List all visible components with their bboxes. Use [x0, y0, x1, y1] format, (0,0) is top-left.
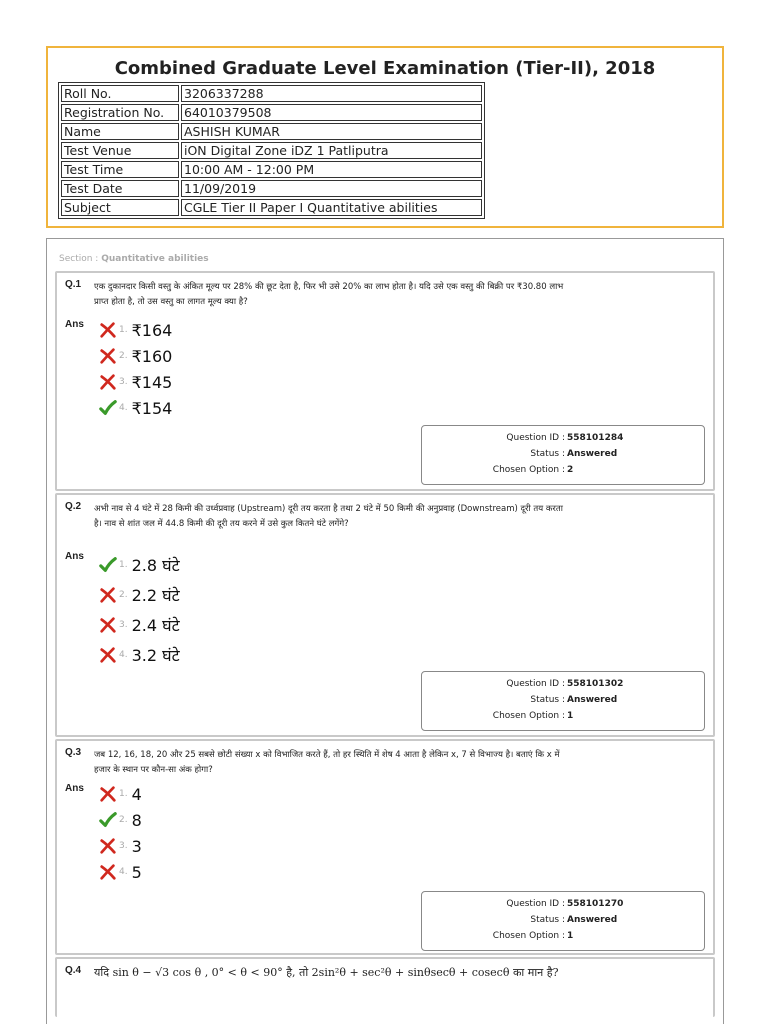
option — [99, 343, 172, 369]
wrong-mark-icon — [99, 646, 117, 664]
info-value: ASHISH KUMAR — [181, 123, 482, 140]
option-number: 2. — [119, 351, 128, 361]
correct-mark-icon — [99, 399, 117, 417]
wrong-mark-icon — [99, 347, 117, 365]
question-number: Q.4 — [65, 965, 82, 976]
response-sheet — [46, 238, 724, 1024]
table-row — [61, 180, 482, 197]
option-text: 2.4 घंटे — [131, 616, 180, 635]
wrong-mark-icon — [99, 863, 117, 881]
question-text: अभी नाव से 4 घंटे में 28 किमी की उर्ध्वप्रवाह (Upstream) दूरी तय करता है तथा 2 घंटे में 50 किमी की अनुप्रवाह (Downstream) दूरी तय करता है। नाव से शांत जल में 44.8 किमी की दूरी तय करने में उसे कुल कितने घंटे लगेंगे? — [94, 504, 563, 529]
option-text: ₹145 — [131, 372, 173, 392]
question-id-row — [422, 896, 706, 912]
section-label — [59, 254, 209, 264]
question-id-value: 558101270 — [567, 899, 624, 909]
info-value: 11/09/2019 — [181, 180, 482, 197]
candidate-header — [46, 46, 724, 228]
info-value: CGLE Tier II Paper I Quantitative abilities — [181, 199, 482, 216]
option — [99, 833, 142, 859]
option — [99, 317, 172, 343]
option — [99, 395, 172, 421]
ans-label: Ans — [65, 319, 84, 330]
info-value: 10:00 AM - 12:00 PM — [181, 161, 482, 178]
ans-label: Ans — [65, 783, 84, 794]
info-value: iON Digital Zone iDZ 1 Patliputra — [181, 142, 482, 159]
option — [99, 807, 142, 833]
option-text: 3 — [131, 836, 142, 856]
question-number: Q.3 — [65, 747, 82, 758]
option-text: ₹164 — [131, 320, 173, 340]
wrong-mark-icon — [99, 373, 117, 391]
info-label: Name — [61, 123, 179, 140]
candidate-info-table — [58, 82, 485, 219]
status-row — [422, 692, 706, 708]
status-row — [422, 446, 706, 462]
question-info-box — [421, 891, 705, 951]
chosen-option-row — [422, 462, 706, 478]
wrong-mark-icon — [99, 785, 117, 803]
info-label: Test Time — [61, 161, 179, 178]
table-row — [61, 142, 482, 159]
chosen-option-label: Chosen Option : — [492, 711, 565, 721]
question-panel-3 — [55, 739, 715, 955]
info-label: Subject — [61, 199, 179, 216]
option-text: 2.8 घंटे — [131, 556, 180, 575]
chosen-option-value: 2 — [567, 465, 574, 475]
option-number: 4. — [119, 867, 128, 877]
chosen-option-row — [422, 928, 706, 944]
question-id-label: Question ID : — [506, 899, 565, 909]
option — [99, 369, 172, 395]
table-row — [61, 104, 482, 121]
option — [99, 641, 180, 669]
option — [99, 859, 142, 885]
exam-title: Combined Graduate Level Examination (Tier-II), 2018 — [114, 58, 656, 79]
option — [99, 551, 180, 579]
option-number: 3. — [119, 841, 128, 851]
chosen-option-row — [422, 708, 706, 724]
question-info-box — [421, 671, 705, 731]
question-number: Q.2 — [65, 501, 82, 512]
info-value: 64010379508 — [181, 104, 482, 121]
wrong-mark-icon — [99, 321, 117, 339]
question-text: एक दुकानदार किसी वस्तु के अंकित मूल्य पर 28% की छूट देता है, फिर भी उसे 20% का लाभ होता है। यदि उसे एक वस्तु की बिक्री पर ₹30.80 लाभ प्राप्त होता है, तो उस वस्तु का लागत मूल्य क्या है? — [94, 282, 564, 307]
wrong-mark-icon — [99, 586, 117, 604]
question-panel-1 — [55, 271, 715, 491]
wrong-mark-icon — [99, 837, 117, 855]
option-number: 4. — [119, 403, 128, 413]
option-number: 1. — [119, 325, 128, 335]
option — [99, 611, 180, 639]
question-info-box — [421, 425, 705, 485]
ans-label: Ans — [65, 551, 84, 562]
status-value: Answered — [567, 695, 618, 705]
status-value: Answered — [567, 915, 618, 925]
option-number: 1. — [119, 789, 128, 799]
question-text: यदि sin θ − √3 cos θ , 0° < θ < 90° है, तो 2sin²θ + sec²θ + sinθsecθ + cosecθ का मान है? — [94, 966, 559, 979]
status-label: Status : — [530, 915, 565, 925]
option-text: ₹160 — [131, 346, 173, 366]
table-row — [61, 85, 482, 102]
question-id-row — [422, 430, 706, 446]
option-text: 8 — [131, 810, 142, 830]
option — [99, 581, 180, 609]
option-number: 2. — [119, 590, 128, 600]
option-number: 1. — [119, 560, 128, 570]
question-panel-4 — [55, 957, 715, 1017]
chosen-option-value: 1 — [567, 931, 574, 941]
option-number: 3. — [119, 620, 128, 630]
status-label: Status : — [530, 695, 565, 705]
option-text: ₹154 — [131, 398, 173, 418]
info-label: Test Date — [61, 180, 179, 197]
option-number: 2. — [119, 815, 128, 825]
chosen-option-label: Chosen Option : — [492, 465, 565, 475]
section-name: Quantitative abilities — [101, 254, 209, 264]
correct-mark-icon — [99, 556, 117, 574]
question-number: Q.1 — [65, 279, 82, 290]
info-label: Registration No. — [61, 104, 179, 121]
option-text: 2.2 घंटे — [131, 586, 180, 605]
option — [99, 781, 142, 807]
info-label: Test Venue — [61, 142, 179, 159]
status-label: Status : — [530, 449, 565, 459]
table-row — [61, 199, 482, 216]
table-row — [61, 161, 482, 178]
option-number: 4. — [119, 650, 128, 660]
section-prefix: Section : — [59, 254, 99, 264]
status-row — [422, 912, 706, 928]
option-text: 3.2 घंटे — [131, 646, 180, 665]
question-id-value: 558101302 — [567, 679, 624, 689]
chosen-option-label: Chosen Option : — [492, 931, 565, 941]
question-id-label: Question ID : — [506, 679, 565, 689]
question-text: जब 12, 16, 18, 20 और 25 सबसे छोटी संख्या x को विभाजित करते हैं, तो हर स्थिति में शेष 4 आता है लेकिन x, 7 से विभाज्य है। बताएं कि x में हजार के स्थान पर कौन-सा अंक होगा? — [94, 750, 560, 775]
correct-mark-icon — [99, 811, 117, 829]
question-id-row — [422, 676, 706, 692]
question-id-label: Question ID : — [506, 433, 565, 443]
status-value: Answered — [567, 449, 618, 459]
chosen-option-value: 1 — [567, 711, 574, 721]
info-label: Roll No. — [61, 85, 179, 102]
option-text: 4 — [131, 784, 142, 804]
option-text: 5 — [131, 862, 142, 882]
table-row — [61, 123, 482, 140]
info-value: 3206337288 — [181, 85, 482, 102]
wrong-mark-icon — [99, 616, 117, 634]
question-panel-2 — [55, 493, 715, 737]
question-id-value: 558101284 — [567, 433, 624, 443]
option-number: 3. — [119, 377, 128, 387]
